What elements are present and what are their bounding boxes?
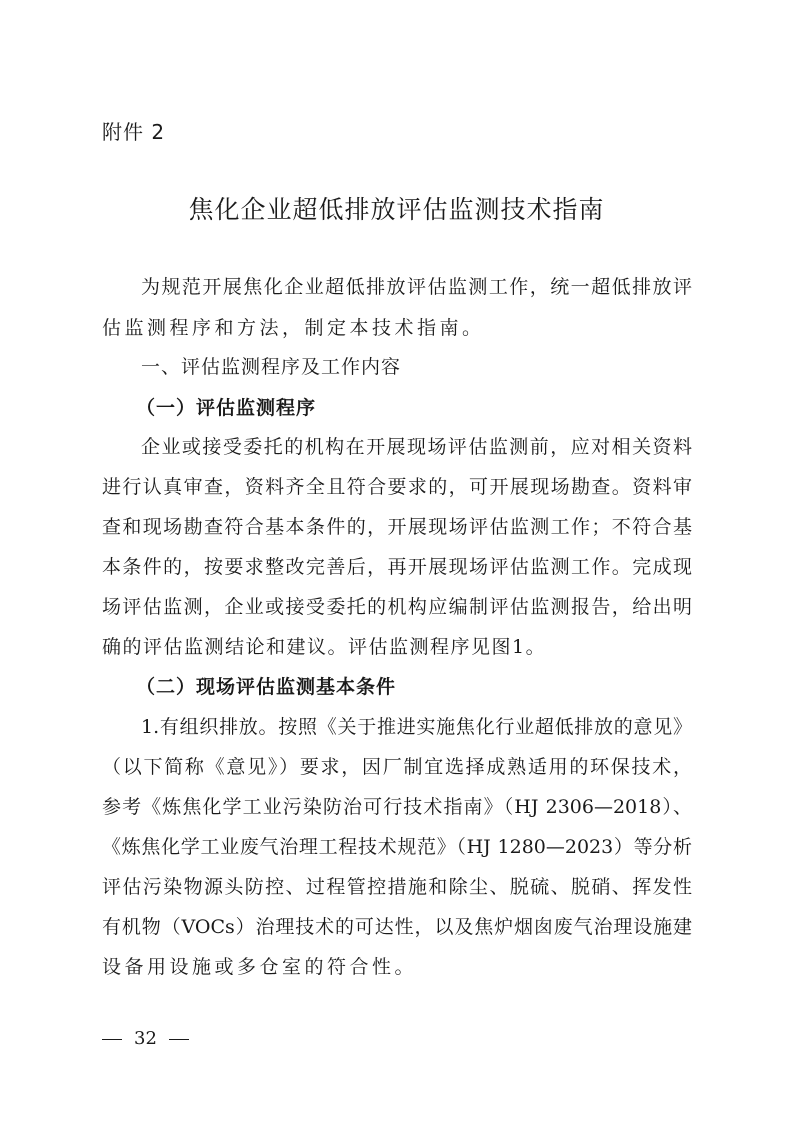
paragraph-line: 场评估监测，企业或接受委托的机构应编制评估监测报告，给出明 <box>102 596 692 618</box>
subsection-heading: （一）评估监测程序 <box>136 397 317 419</box>
paragraph-line: 设备用设施或多仓室的符合性。 <box>102 956 418 978</box>
page-number <box>102 1028 189 1049</box>
paragraph-line: 1.有组织排放。按照《关于推进实施焦化行业超低排放的意见》 <box>141 716 692 738</box>
paragraph-line: 评估污染物源头防控、过程管控措施和除尘、脱硫、脱硝、挥发性 <box>102 876 692 898</box>
paragraph-line: 参考《炼焦化学工业污染防治可行技术指南》（HJ 2306—2018）、 <box>102 796 692 818</box>
subsection-heading: （二）现场评估监测基本条件 <box>136 676 397 698</box>
paragraph-line: 确的评估监测结论和建议。评估监测程序见图1。 <box>102 636 547 658</box>
document-title: 焦化企业超低排放评估监测技术指南 <box>188 195 605 224</box>
paragraph-line: 查和现场勘查符合基本条件的，开展现场评估监测工作；不符合基 <box>102 516 692 538</box>
paragraph-line: 《炼焦化学工业废气治理工程技术规范》（HJ 1280—2023）等分析 <box>102 836 692 858</box>
section-heading: 一、评估监测程序及工作内容 <box>141 356 402 378</box>
page-number-value: 32 <box>134 1028 157 1049</box>
attachment-label: 附件 2 <box>102 120 166 144</box>
paragraph-line: 本条件的，按要求整改完善后，再开展现场评估监测工作。完成现 <box>102 556 692 578</box>
dash-right <box>169 1039 189 1040</box>
paragraph-line: 企业或接受委托的机构在开展现场评估监测前，应对相关资料 <box>141 436 692 458</box>
intro-line: 估监测程序和方法，制定本技术指南。 <box>102 317 485 339</box>
dash-left <box>102 1039 122 1040</box>
paragraph-line: 进行认真审查，资料齐全且符合要求的，可开展现场勘查。资料审 <box>102 476 692 498</box>
intro-line: 为规范开展焦化企业超低排放评估监测工作，统一超低排放评 <box>141 276 692 298</box>
paragraph-line: （以下简称《意见》）要求，因厂制宜选择成熟适用的环保技术， <box>102 756 692 778</box>
paragraph-line: 有机物（VOCs）治理技术的可达性，以及焦炉烟囱废气治理设施建 <box>102 916 692 938</box>
